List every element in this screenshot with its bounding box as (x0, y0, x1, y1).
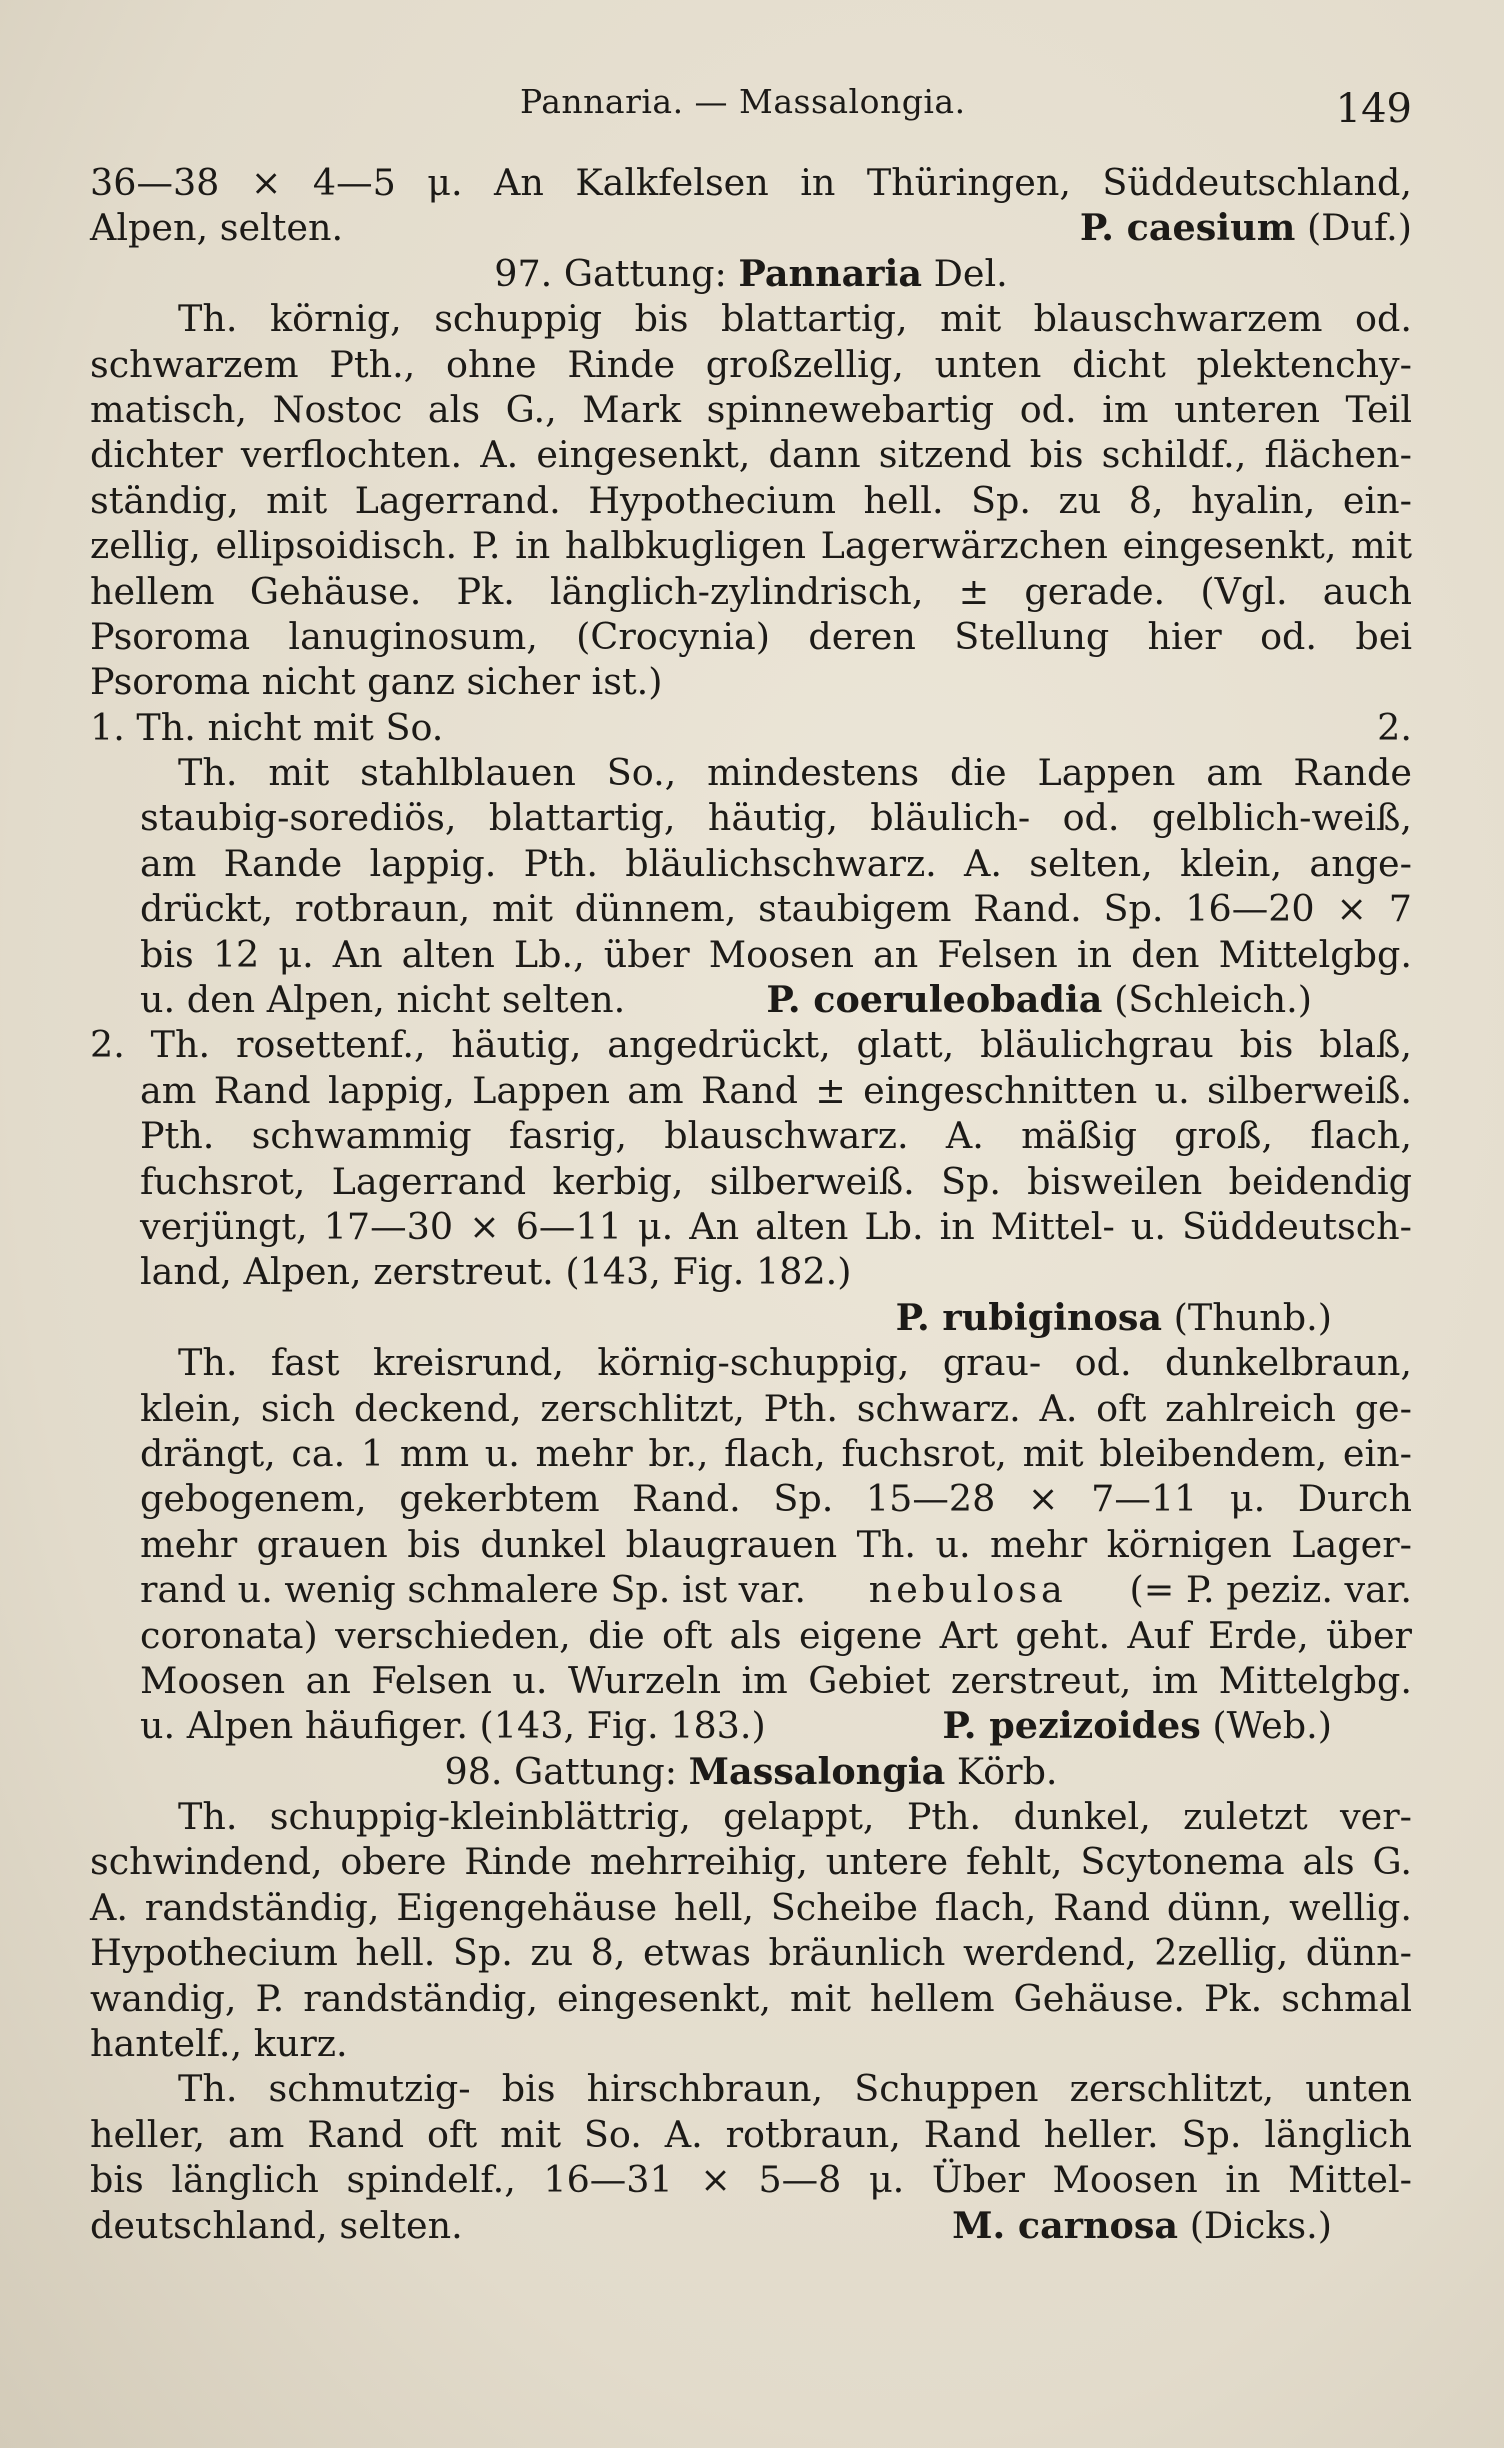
species-name: P. pezizoides (942, 1704, 1201, 1748)
text-line: Th. fast kreisrund, körnig-schuppig, grau- od. dunkelbraun, (178, 1341, 1412, 1385)
text-line: wandig, P. randständig, eingesenkt, mit hellem Gehäuse. Pk. schmal (90, 1976, 1412, 2020)
text-line: fuchsrot, Lagerrand kerbig, silberweiß. Sp. bisweilen beidendig (140, 1159, 1412, 1203)
species-author: (Duf.) (1306, 206, 1412, 250)
species-name: P. rubiginosa (895, 1295, 1163, 1339)
species-author: (Schleich.) (1114, 978, 1312, 1022)
text-line: verjüngt, 17—30 × 6—11 μ. An alten Lb. in Mittel- u. Süddeutsch- (140, 1204, 1412, 1248)
species-entry (952, 2203, 1332, 2248)
key-line: 2. Th. rosettenf., häutig, angedrückt, glatt, bläulichgrau bis blaß, (90, 1023, 1412, 1067)
text-line: schwindend, obere Rinde mehrreihig, untere fehlt, Scytonema als G. (90, 1840, 1412, 1884)
text-fragment: rand u. wenig schmalere Sp. ist var. (140, 1568, 818, 1612)
genus-name: Massalongia (688, 1749, 946, 1793)
text-line: am Rande lappig. Pth. bläulichschwarz. A. selten, klein, ange- (140, 841, 1412, 885)
running-head: Pannaria. — Massalongia. (520, 82, 966, 121)
genus-author: Del. (922, 251, 1008, 295)
text-fragment: deutschland, selten. (90, 2203, 463, 2247)
genus-heading-number: 98. Gattung: (444, 1749, 689, 1793)
page-body (90, 160, 1412, 2248)
text-line: Pth. schwammig fasrig, blauschwarz. A. mäßig groß, flach, (140, 1114, 1412, 1158)
species-name: P. coeruleobadia (766, 978, 1103, 1022)
text-line: Th. schmutzig- bis hirschbraun, Schuppen zerschlitzt, unten (178, 2067, 1412, 2111)
text-line: heller, am Rand oft mit So. A. rotbraun, Rand heller. Sp. länglich (90, 2112, 1412, 2156)
text-line: gebogenem, gekerbtem Rand. Sp. 15—28 × 7—11 μ. Durch (140, 1477, 1412, 1521)
text-line: Th. mit stahlblauen So., mindestens die Lappen am Rande (178, 751, 1412, 795)
genus-name: Pannaria (738, 251, 923, 295)
text-line (90, 1703, 1412, 1748)
text-line: 36—38 × 4—5 μ. An Kalkfelsen in Thüringen, Süddeutschland, (90, 161, 1412, 204)
species-author: (Web.) (1212, 1704, 1332, 1748)
species-author: (Thunb.) (1173, 1295, 1332, 1339)
key-line (90, 705, 1412, 750)
genus-heading-number: 97. Gattung: (494, 251, 739, 295)
text-line: klein, sich deckend, zerschlitzt, Pth. schwarz. A. oft zahlreich ge- (140, 1386, 1412, 1430)
text-line: bis 12 μ. An alten Lb., über Moosen an Felsen in den Mittelgbg. (140, 932, 1412, 976)
species-entry (90, 1295, 1412, 1340)
text-line: schwarzem Pth., ohne Rinde großzellig, unten dicht plektenchy- (90, 342, 1412, 386)
text-line: matisch, Nostoc als G., Mark spinnewebartig od. im unteren Teil (90, 387, 1412, 431)
text-line: hantelf., kurz. (90, 2022, 348, 2066)
genus-heading (90, 1749, 1412, 1794)
text-line (90, 2203, 1412, 2248)
text-line: am Rand lappig, Lappen am Rand ± eingeschnitten u. silberweiß. (140, 1068, 1412, 1112)
species-entry (942, 1703, 1332, 1748)
text-fragment: u. den Alpen, nicht selten. (140, 978, 626, 1022)
text-line: bis länglich spindelf., 16—31 × 5—8 μ. Über Moosen in Mittel- (90, 2158, 1412, 2202)
text-line: drängt, ca. 1 mm u. mehr br., flach, fuchsrot, mit bleibendem, ein- (140, 1431, 1412, 1475)
text-line: mehr grauen bis dunkel blaugrauen Th. u. mehr körnigen Lager- (140, 1522, 1412, 1566)
species-name: P. caesium (1079, 206, 1296, 250)
species-entry (1080, 205, 1412, 250)
text-line: dichter verflochten. A. eingesenkt, dann sitzend bis schildf., flächen- (90, 433, 1412, 477)
genus-author: Körb. (945, 1749, 1058, 1793)
text-line (90, 977, 1412, 1022)
species-name: M. carnosa (952, 2203, 1179, 2247)
text-line: Hypothecium hell. Sp. zu 8, etwas bräunlich werdend, 2zellig, dünn- (90, 1931, 1412, 1975)
key-couplet: 1. Th. nicht mit So. (90, 705, 444, 749)
text-line: A. randständig, Eigengehäuse hell, Scheibe flach, Rand dünn, wellig. (90, 1885, 1412, 1929)
text-line: ständig, mit Lagerrand. Hypothecium hell. Sp. zu 8, hyalin, ein- (90, 478, 1412, 522)
variety-name: nebulosa (868, 1568, 1067, 1612)
text-line: drückt, rotbraun, mit dünnem, staubigem Rand. Sp. 16—20 × 7 (140, 887, 1412, 931)
text-line: Psoroma nicht ganz sicher ist.) (90, 660, 663, 704)
text-line: staubig-sorediös, blattartig, häutig, bläulich- od. gelblich-weiß, (140, 796, 1412, 840)
species-author: (Dicks.) (1189, 2203, 1332, 2247)
page-header (0, 78, 1504, 132)
text-line (90, 1567, 1412, 1612)
text-fragment: Alpen, selten. (90, 206, 344, 250)
text-fragment: (= P. peziz. var. (1117, 1568, 1412, 1612)
page-number: 149 (1335, 86, 1412, 132)
text-line: Th. körnig, schuppig bis blattartig, mit blauschwarzem od. (178, 297, 1412, 341)
key-lead: 2. (1377, 705, 1412, 749)
text-line: Th. schuppig-kleinblättrig, gelappt, Pth. dunkel, zuletzt ver- (178, 1795, 1412, 1839)
text-line: zellig, ellipsoidisch. P. in halbkugligen Lagerwärzchen eingesenkt, mit (90, 524, 1412, 568)
species-entry (766, 977, 1312, 1022)
text-line: Moosen an Felsen u. Wurzeln im Gebiet zerstreut, im Mittelgbg. (140, 1658, 1412, 1702)
text-fragment: u. Alpen häufiger. (143, Fig. 183.) (140, 1704, 766, 1748)
text-line: land, Alpen, zerstreut. (143, Fig. 182.) (140, 1250, 852, 1294)
text-line (90, 205, 1412, 250)
text-line: hellem Gehäuse. Pk. länglich-zylindrisch, ± gerade. (Vgl. auch (90, 569, 1412, 613)
text-line: coronata) verschieden, die oft als eigene Art geht. Auf Erde, über (140, 1613, 1412, 1657)
genus-heading (90, 251, 1412, 296)
text-line: Psoroma lanuginosum, (Crocynia) deren Stellung hier od. bei (90, 614, 1412, 658)
